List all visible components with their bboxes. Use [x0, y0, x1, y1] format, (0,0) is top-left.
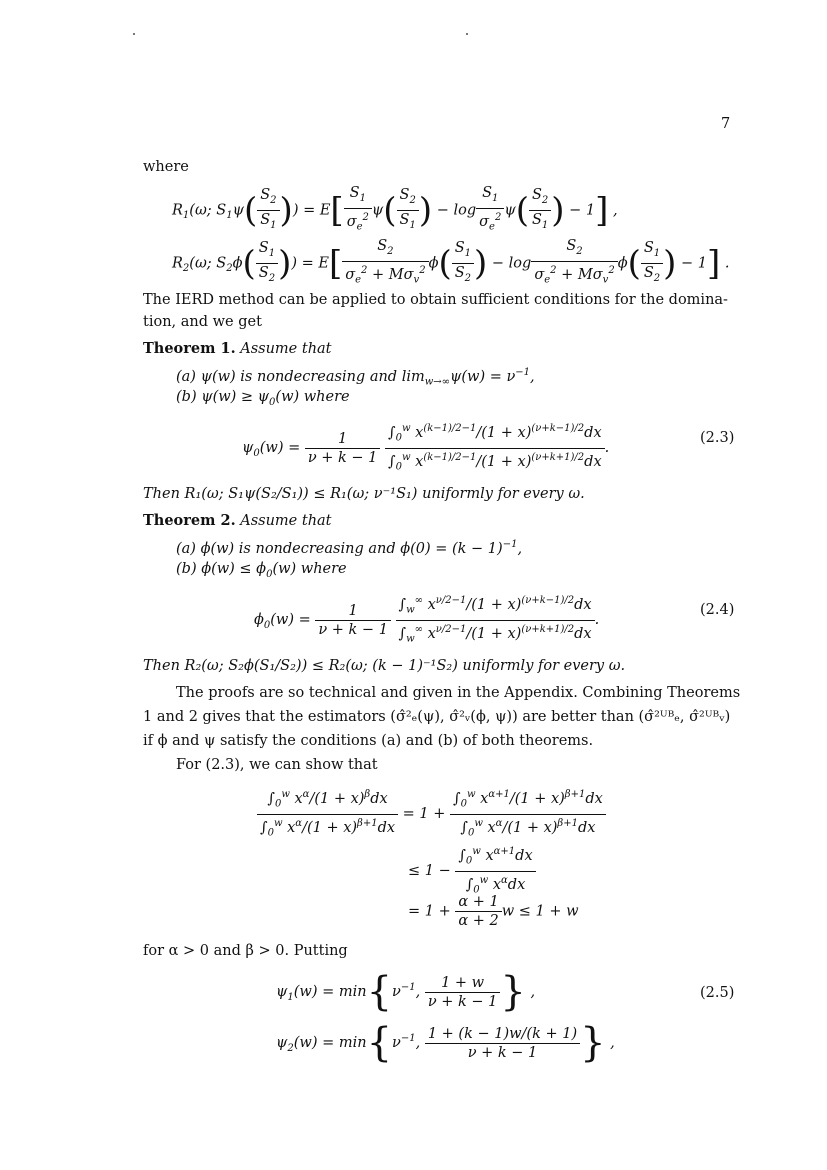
page-number: 7 — [721, 116, 731, 132]
theorem-1-condition-a-rest: ψ(w) = ν — [450, 368, 516, 385]
theorem-2-conclusion: Then R₂(ω; S₂ϕ(S₁/S₂)) ≤ R₂(ω; (k − 1)⁻¹S₂) uniformly for every ω. — [143, 658, 626, 674]
theorem-1-condition-b-text: (b) ψ(w) ≥ ψ — [176, 389, 270, 405]
theorem-1-condition-a-text: (a) ψ(w) is nondecreasing and lim — [176, 368, 425, 385]
theorem-2-condition-a: (a) ϕ(w) is nondecreasing and $\phi(0) = (k - 1)^{-1}$, — [176, 539, 523, 557]
equation-2-3: $\psi_0(w)$ = $\frac{1}{\nu + k - 1}$ $\frac{\int_0^w x^{(k-1)/2-1}/(1 + x)^{(\nu+k-1)/2}dx}{\int_0^w x^{(k-1)/2-1}/(1 + x)^{(\nu+k+1)/2}dx}$ . — [242, 420, 609, 476]
theorem-1-limit-subscript: w→∞ — [424, 376, 450, 388]
paragraph-proofs-line3: if ϕ and ψ satisfy the conditions (a) and (b) of both theorems. — [143, 733, 594, 749]
theorem-2-assume: Assume that — [240, 513, 332, 529]
paragraph-ierd-line1: The IERD method can be applied to obtain sufficient conditions for the domina- — [143, 292, 728, 308]
derivation-line2: ≤ 1 − $\frac{\int_0^w x^{\alpha+1}dx}{\int_0^w x^\alpha dx}$ — [408, 843, 536, 899]
equation-r1: $R_1(\omega$; $S_1\psi$( $\frac{S_2}{S_1}$ )) = E[ $\frac{S_1}{\sigma_e^2}$ ψ( $\frac{S_2}{S_1}$ ) − log $\frac{S_1}{\sigma_e^2}$ ψ( $\frac{S_2}{S_1}$ ) − 1] , — [172, 185, 618, 233]
theorem-1-conclusion: Then R₁(ω; S₁ψ(S₂/S₁)) ≤ R₁(ω; ν⁻¹S₁) uniformly for every ω. — [143, 486, 585, 502]
paragraph-alpha: for α > 0 and β > 0. Putting — [143, 943, 348, 959]
derivation-line3: = 1 + $\frac{\alpha + 1}{\alpha + 2}$ w ≤ 1 + w — [408, 894, 579, 929]
scan-speck — [466, 33, 468, 35]
theorem-1-condition-a: (a) ψ(w) is nondecreasing and $\lim_{w\to\infty}\psi(w) = \nu^{-1}$, — [176, 367, 535, 388]
theorem-1-heading — [143, 337, 332, 361]
scan-speck — [133, 33, 135, 35]
theorem-1-assume: Assume that — [240, 341, 332, 357]
theorem-1-condition-b-rest: (w) where — [275, 389, 350, 405]
paragraph-for: For (2.3), we can show that — [176, 757, 378, 773]
equation-2-5-psi2: $\psi_2(w) = \min\{\nu^{-1}$, $\frac{1 + (k - 1)w/(k + 1)}{\nu + k - 1}$ } , — [276, 1020, 615, 1066]
theorem-2-label: Theorem 2. — [143, 512, 236, 529]
paragraph-ierd-line2: tion, and we get — [143, 314, 262, 330]
theorem-2-condition-b: (b) $\phi(w) \le \phi_0(w)$ where — [176, 561, 347, 580]
equation-number-2-3: (2.3) — [700, 430, 735, 446]
equation-2-4: $\phi_0(w)$ = $\frac{1}{\nu + k - 1}$ $\frac{\int_w^\infty x^{\nu/2-1}/(1 + x)^{(\nu+k-1)/2}dx}{\int_w^\infty x^{\nu/2-1}/(1 + x)^{(\nu+k+1)/2}dx}$ . — [254, 592, 599, 648]
equation-r2: $R_2(\omega$; $S_2\phi$( $\frac{S_1}{S_2}$ )) = E[ $\frac{S_2}{\sigma_e^2 + M\sigma_v^2}$ ϕ( $\frac{S_1}{S_2}$ ) − log $\frac{S_2}{\sigma_e^2 + M\sigma_v^2}$ ϕ( $\frac{S_1}{S_2}$ ) − 1] . — [172, 238, 730, 286]
theorem-2-condition-b-rest: (w) where — [272, 561, 347, 577]
equation-2-5-psi1: $\psi_1(w) = \min\{\nu^{-1}$, $\frac{1 + w}{\nu + k - 1}$ } , — [276, 969, 536, 1015]
paragraph-proofs-line1: The proofs are so technical and given in the Appendix. Combining Theorems — [176, 685, 741, 701]
theorem-2-condition-a-text: (a) ϕ(w) is nondecreasing and ϕ(0) = (k − 1) — [176, 540, 503, 557]
where-text: where — [143, 159, 189, 175]
theorem-1-label: Theorem 1. — [143, 340, 236, 357]
theorem-1-condition-b: (b) $\psi(w) \ge \psi_0(w)$ where — [176, 389, 350, 408]
equation-number-2-5: (2.5) — [700, 985, 735, 1001]
theorem-2-heading — [143, 509, 332, 533]
theorem-2-condition-b-text: (b) ϕ(w) ≤ ϕ — [176, 561, 267, 577]
paragraph-proofs-line2: 1 and 2 gives that the estimators (σ̂²ₑ(ψ), σ̂²ᵥ(ϕ, ψ)) are better than (σ̂²ᵁᴮₑ, σ̂²ᵁᴮᵥ) — [143, 709, 731, 725]
equation-number-2-4: (2.4) — [700, 602, 735, 618]
derivation-line1: $\frac{\int_0^w x^\alpha/(1 + x)^\beta dx}{\int_0^w x^\alpha/(1 + x)^{\beta+1}dx}$ = 1 + $\frac{\int_0^w x^{\alpha+1}/(1 + x)^{\beta+1}dx}{\int_0^w x^\alpha/(1 + x)^{\beta+1}dx}$ — [257, 786, 606, 842]
